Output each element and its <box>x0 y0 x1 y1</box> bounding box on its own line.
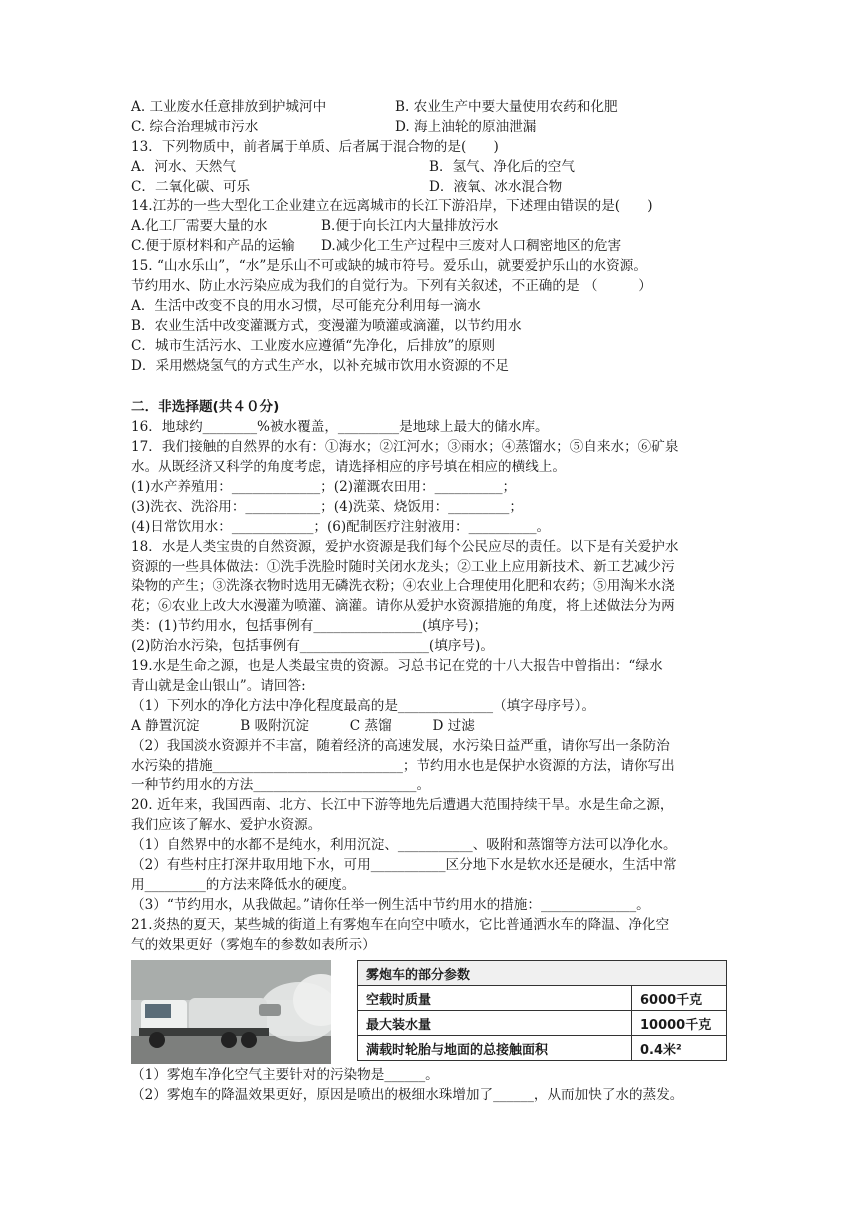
option-d: D.减少化工生产过程中三废对人口稠密地区的危害 <box>321 238 622 255</box>
option-b: B．农业生活中改变灌溉方式，变漫灌为喷灌或滴灌，以节约用水 <box>131 317 522 334</box>
question-17-line: (4)日常饮用水：____________；(6)配制医疗注射液用：__________。 <box>131 518 551 535</box>
option-a: A.化工厂需要大量的水 <box>131 218 268 235</box>
question-17-line: 17．我们接触的自然界的水有：①海水；②江河水；③雨水；④蒸馏水；⑤自来水；⑥矿泉 <box>131 439 679 456</box>
question-18-line: 资源的一些具体做法：①洗手洗脸时随时关闭水龙头；②工业上应用新技术、新工艺减少污 <box>131 558 675 575</box>
question-14-stem: 14.江苏的一些大型化工企业建立在远离城市的长江下游沿岸，下述理由错误的是( ) <box>131 198 653 215</box>
option-d: D．采用燃烧氢气的方式生产水，以补充城市饮用水资源的不足 <box>131 357 509 374</box>
question-15-stem: 节约用水、防止水污染应成为我们的自觉行为。下列有关叙述，不正确的是 （ ） <box>131 278 652 295</box>
table-key: 满载时轮胎与地面的总接触面积 <box>358 1036 632 1061</box>
question-13-stem: 13．下列物质中，前者属于单质、后者属于混合物的是( ) <box>131 138 499 155</box>
question-18-line: (2)防治水污染，包括事例有___________________(填序号)。 <box>131 638 494 655</box>
option-c: C．二氧化碳、可乐 <box>131 178 251 195</box>
truck-illustration <box>131 960 331 1064</box>
option-b: B. 农业生产中要大量使用农药和化肥 <box>395 99 618 115</box>
exam-content <box>131 98 731 1106</box>
fog-cannon-figure <box>131 960 731 1066</box>
option-row <box>131 158 731 178</box>
option-d: D．液氧、冰水混合物 <box>429 178 563 195</box>
question-20-line: 20. 近年来，我国西南、北方、长江中下游等地先后遭遇大范围持续干旱。水是生命之源， <box>131 797 674 814</box>
question-20-line: 我们应该了解水、爱护水资源。 <box>131 817 322 834</box>
question-19-line: （2）我国淡水资源并不丰富，随着经济的高速发展，水污染日益严重，请你写出一条防治 <box>131 737 670 754</box>
table-title: 雾炮车的部分参数 <box>358 961 727 986</box>
question-18-line: 花；⑥农业上改大水漫灌为喷灌、滴灌。请你从爱护水资源措施的角度，将上述做法分为两 <box>131 598 675 615</box>
question-21-line: 气的效果更好（雾炮车的参数如表所示） <box>131 936 376 953</box>
option-row <box>131 178 731 198</box>
question-18-line: 染物的产生；③洗涤衣物时选用无磷洗衣粉；④农业上合理使用化肥和农药；⑤用淘米水浇 <box>131 578 675 595</box>
option-c: C.便于原材料和产品的运输 <box>131 238 295 255</box>
option-c: C. 综合治理城市污水 <box>131 118 259 135</box>
question-17-line: (1)水产养殖用：_____________；(2)灌溉农田用：__________； <box>131 479 517 496</box>
question-20-line: （3）“节约用水，从我做起。”请你任举一例生活中节约用水的措施：______________。 <box>131 896 650 913</box>
table-value: 6000千克 <box>632 986 727 1011</box>
question-19-line: 一种节约用水的方法________________________。 <box>131 777 431 794</box>
option-c: C．城市生活污水、工业废水应遵循“先净化，后排放”的原则 <box>131 337 496 354</box>
option-row <box>131 217 731 237</box>
question-19-line: 青山就是金山银山”。请回答: <box>131 677 306 694</box>
section-heading: 二．非选择题(共４０分) <box>131 399 280 416</box>
question-20-line: （2）有些村庄打深井取用地下水，可用___________区分地下水是软水还是硬水，生活中常 <box>131 856 677 873</box>
option-b: B．氢气、净化后的空气 <box>429 158 575 175</box>
question-18-line: 18．水是人类宝贵的自然资源，爱护水资源是我们每个公民应尽的责任。以下是有关爱护水 <box>131 538 679 555</box>
table-row <box>358 1011 727 1036</box>
question-17-line: (3)洗衣、洗浴用：___________；(4)洗菜、烧饭用：_________； <box>131 498 523 515</box>
table-title-row <box>358 961 727 986</box>
question-19-line: （1）下列水的净化方法中净化程度最高的是______________（填字母序号）。 <box>131 697 596 714</box>
option-row <box>131 118 731 138</box>
parameter-table-wrap <box>357 960 727 1061</box>
table-key: 最大装水量 <box>358 1011 632 1036</box>
table-row <box>358 986 727 1011</box>
option-b: B.便于向长江内大量排放污水 <box>321 218 499 235</box>
question-15-stem: 15. “山水乐山”，“水”是乐山不可或缺的城市符号。爱乐山，就要爱护乐山的水资源。 <box>131 258 647 275</box>
table-row <box>358 1036 727 1061</box>
option-a: A．生活中改变不良的用水习惯，尽可能充分利用每一滴水 <box>131 297 481 314</box>
question-21-line: 21.炎热的夏天，某些城的街道上有雾炮车在向空中喷水，它比普通洒水车的降温、净化空 <box>131 916 670 933</box>
question-20-line: 用_________的方法来降低水的硬度。 <box>131 876 356 893</box>
question-19-line: 19.水是生命之源，也是人类最宝贵的资源。习总书记在党的十八大报告中曾指出：“绿水 <box>131 658 663 675</box>
question-17-line: 水。从既经济又科学的角度考虑，请选择相应的序号填在相应的横线上。 <box>131 459 566 476</box>
option-row <box>131 237 731 257</box>
table-value: 0.4米² <box>632 1036 727 1061</box>
table-value: 10000千克 <box>632 1011 727 1036</box>
option-a: A．河水、天然气 <box>131 158 236 175</box>
option-d: D. 海上油轮的原油泄漏 <box>395 118 537 135</box>
fog-cannon-truck-photo <box>131 960 331 1064</box>
option-row <box>131 98 731 118</box>
question-18-line: 类：(1)节约用水，包括事例有________________(填序号)； <box>131 618 488 635</box>
question-19-line: 水污染的措施____________________________；节约用水也是保护水资源的方法，请你写出 <box>131 757 675 774</box>
question-20-line: （1）自然界中的水都不是纯水，利用沉淀、___________、吸附和蒸馏等方法可以净化水。 <box>131 837 677 854</box>
question-16: 16．地球约________%被水覆盖，_________是地球上最大的储水库。 <box>131 419 549 436</box>
option-a: A. 工业废水任意排放到护城河中 <box>131 99 327 115</box>
question-21-sub: （1）雾炮车净化空气主要针对的污染物是______。 <box>131 1067 439 1084</box>
question-19-line: A 静置沉淀 B 吸附沉淀 C 蒸馏 D 过滤 <box>131 717 475 734</box>
question-21-sub: （2）雾炮车的降温效果更好，原因是喷出的极细水珠增加了______，从而加快了水的蒸发。 <box>131 1087 684 1104</box>
fog-cannon-parameter-table <box>357 960 727 1061</box>
table-key: 空载时质量 <box>358 986 632 1011</box>
